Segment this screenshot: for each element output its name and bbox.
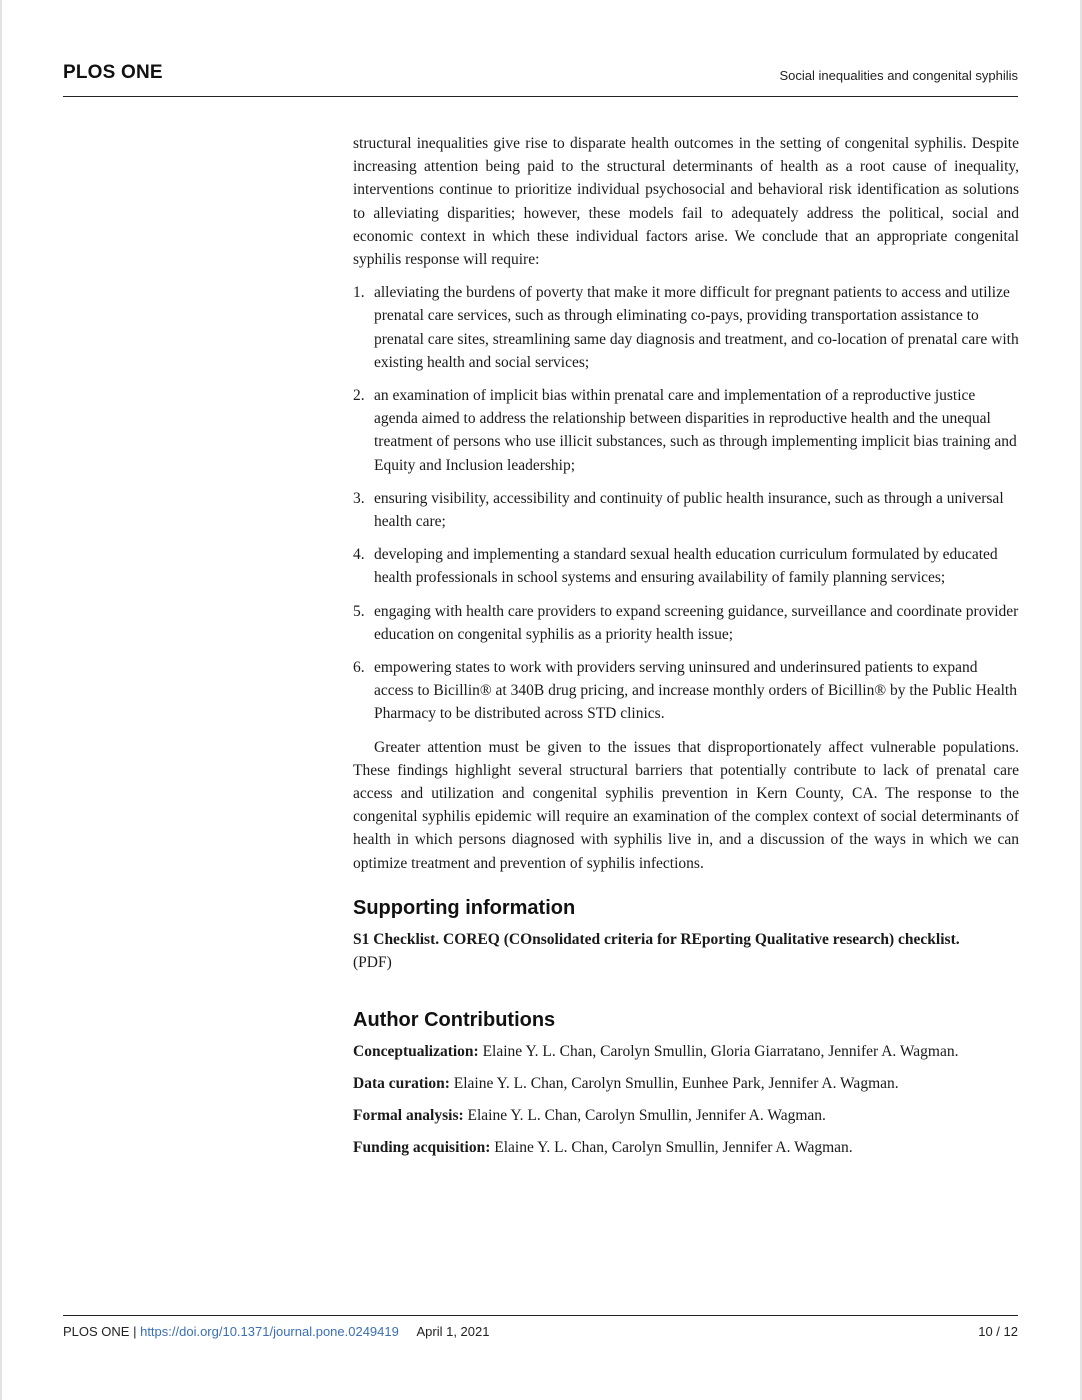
list-item-number: 6. — [353, 659, 365, 677]
page-edge-left — [0, 0, 2, 1400]
list-item-number: 4. — [353, 546, 365, 564]
main-content — [353, 132, 1019, 1169]
list-item-number: 2. — [353, 387, 365, 405]
contribution-role: Formal analysis: — [353, 1107, 464, 1125]
recommendations-list — [353, 281, 1019, 725]
running-title: Social inequalities and congenital syphilis — [779, 68, 1018, 83]
contribution-names: Elaine Y. L. Chan, Carolyn Smullin, Eunhee Park, Jennifer A. Wagman. — [453, 1074, 899, 1092]
list-item-text: alleviating the burdens of poverty that make it more difficult for pregnant patients to access and utilize prenatal care services, such as through eliminating co-pays, providing transportation assistance to prenatal care sites, streamlining same day diagnosis and treatment, and co-location of prenatal care with existing health and social services; — [374, 284, 1019, 371]
contribution-entry — [353, 1104, 1019, 1127]
footer-citation — [63, 1324, 489, 1339]
list-item-number: 3. — [353, 489, 365, 507]
list-item — [353, 384, 1019, 477]
page-number: 10 / 12 — [978, 1324, 1018, 1339]
author-contributions-heading: Author Contributions — [353, 1008, 556, 1031]
list-item-text: an examination of implicit bias within prenatal care and implementation of a reproductive justice agenda aimed to address the relationship between disparities in reproductive health and the unequal treatment of persons who use illicit substances, such as through implementing implicit bias training and Equity and Inclusion leadership; — [374, 387, 1017, 474]
list-item-text: engaging with health care providers to expand screening guidance, surveillance and coordinate provider education on congenital syphilis as a priority health issue; — [374, 602, 1019, 643]
list-item-text: developing and implementing a standard sexual health education curriculum formulated by educated health professionals in school systems and ensuring availability of family planning services; — [374, 546, 998, 587]
list-item — [353, 281, 1019, 374]
contribution-role: Data curation: — [353, 1074, 450, 1092]
list-item-text: ensuring visibility, accessibility and continuity of public health insurance, such as through a universal health care; — [374, 489, 1004, 531]
contribution-entry — [353, 1040, 1019, 1063]
supporting-file-link[interactable]: S1 Checklist. COREQ (COnsolidated criteria for REporting Qualitative research) checklist. — [353, 931, 960, 949]
page-footer — [63, 1315, 1018, 1346]
doi-link[interactable]: https://doi.org/10.1371/journal.pone.0249419 — [140, 1324, 399, 1339]
contribution-role: Funding acquisition: — [353, 1139, 491, 1157]
list-item — [353, 600, 1019, 646]
list-item — [353, 656, 1019, 726]
contribution-entry — [353, 1072, 1019, 1095]
contribution-names: Elaine Y. L. Chan, Carolyn Smullin, Jennifer A. Wagman. — [494, 1139, 853, 1157]
contribution-entry — [353, 1136, 1019, 1159]
list-item-number: 1. — [353, 284, 365, 302]
supporting-file-format: (PDF) — [353, 954, 392, 972]
list-item-number: 5. — [353, 602, 365, 620]
contribution-names: Elaine Y. L. Chan, Carolyn Smullin, Jennifer A. Wagman. — [467, 1107, 826, 1125]
closing-paragraph: Greater attention must be given to the issues that disproportionately affect vulnerable populations. These findings highlight several structural barriers that potentially contribute to lack of prenatal care access and utilization and congenital syphilis prevention in Kern County, CA. The response to the congenital syphilis epidemic will require an examination of the complex context of social determinants of health in which persons diagnosed with syphilis live in, and a discussion of the ways in which we can optimize treatment and prevention of syphilis infections. — [353, 738, 1019, 872]
footer-journal: PLOS ONE | — [63, 1324, 137, 1339]
intro-paragraph: structural inequalities give rise to disparate health outcomes in the setting of congenital syphilis. Despite increasing attention being paid to the structural determinants of health as a root cause of inequality, interventions continue to prioritize individual psychosocial and behavioral risk identification as solutions to alleviating disparities; however, these models fail to adequately address the political, social and economic context in which these individual factors arise. We conclude that an appropriate congenital syphilis response will require: — [353, 135, 1019, 269]
publication-date: April 1, 2021 — [416, 1324, 490, 1339]
supporting-information-heading: Supporting information — [353, 896, 576, 919]
list-item — [353, 543, 1019, 589]
contribution-role: Conceptualization: — [353, 1042, 479, 1060]
contribution-names: Elaine Y. L. Chan, Carolyn Smullin, Gloria Giarratano, Jennifer A. Wagman. — [482, 1042, 959, 1060]
list-item-text: empowering states to work with providers serving uninsured and underinsured patients to expand access to Bicillin® at 340B drug pricing, and increase monthly orders of Bicillin® by the Public Health Pharmacy to be distributed across STD clinics. — [374, 659, 1017, 723]
list-item — [353, 487, 1019, 533]
journal-name: PLOS ONE — [63, 62, 163, 83]
page-header — [63, 62, 1018, 97]
